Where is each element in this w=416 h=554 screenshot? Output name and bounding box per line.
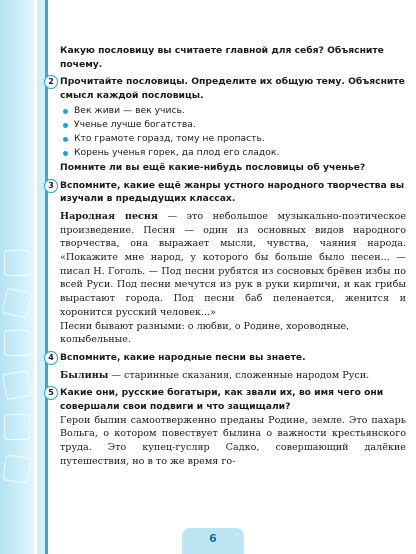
question-text: Вспомните, какие народные песни вы знаете. bbox=[60, 351, 306, 363]
doodle-icon bbox=[4, 250, 30, 276]
question-text: Какие они, русские богатыри, как звали их, во имя чего они совершали свои подвиги и что защищали? bbox=[60, 387, 384, 413]
doodle-icon bbox=[2, 454, 31, 483]
proverb-list bbox=[60, 104, 406, 160]
intro-text: Какую пословицу вы считаете главной для себя? Объясните почему. bbox=[60, 45, 384, 70]
question-number: 3 bbox=[44, 179, 58, 193]
list-item: Кто грамоте горазд, тому не пропасть. bbox=[60, 132, 406, 146]
question-text: Прочитайте пословицы. Определите их общую тему. Объясните смысл каждой пословицы. bbox=[60, 76, 405, 102]
page-number: 6 bbox=[209, 532, 217, 545]
bullet-icon bbox=[63, 151, 68, 156]
body-text: Герои былин самоотверженно преданы Родине, земле. Это пахарь Вольга, о котором повествует былина о важности крестьянского труда. Это купец-гусляр Садко, совершающий далёкие путешествия, но в то же время го- bbox=[60, 414, 406, 467]
decorative-sidebar bbox=[0, 0, 34, 554]
song-kinds: Песни бывают разными: о любви, о Родине, хороводные, колыбельные. bbox=[60, 320, 350, 346]
doodle-icon bbox=[2, 370, 32, 400]
list-item: Корень ученья горек, да плод его сладок. bbox=[60, 146, 406, 160]
doodle-icon bbox=[4, 330, 30, 356]
question-2 bbox=[48, 75, 406, 102]
page-number-tab bbox=[182, 528, 244, 554]
question-number: 4 bbox=[44, 351, 58, 365]
bullet-icon bbox=[63, 109, 68, 114]
definition-folk-song bbox=[60, 210, 406, 320]
term: Былины bbox=[60, 369, 109, 381]
definition-text: — это небольшое музыкально-поэтическое произведение. Песня — один из основных видов народного творчества, она выражает мысли, чувства, чаяния народа. «Покажите мне народ, у которого бы больше было песен... — писал Н. Гоголь. — Под песни рубятся из сосновых брёвен избы по всей Руси. Под песни мечутся из рук в руки кирпичи, и как грибы вырастают города. Под песни баб пеленается, женится и хоронится русский человек...» bbox=[60, 210, 406, 318]
doodle-icon bbox=[2, 288, 33, 319]
question-5 bbox=[48, 386, 406, 413]
page-text bbox=[48, 44, 406, 469]
question-2-followup: Помните ли вы ещё какие-нибудь пословицы об ученье? bbox=[60, 161, 366, 173]
bullet-icon bbox=[63, 123, 68, 128]
definition-text: — старинные сказания, сложенные народом Руси. bbox=[108, 369, 370, 381]
doodle-icon bbox=[4, 414, 30, 440]
list-item: Ученье лучше богатства. bbox=[60, 118, 406, 132]
question-number: 2 bbox=[44, 75, 58, 89]
bullet-icon bbox=[63, 137, 68, 142]
question-number: 5 bbox=[44, 386, 58, 400]
definition-bylina bbox=[60, 369, 406, 383]
question-3 bbox=[48, 179, 406, 206]
question-text: Вспомните, какие ещё жанры устного народного творчества вы изучали в предыдущих классах. bbox=[60, 179, 405, 205]
question-4 bbox=[48, 351, 406, 365]
term: Народная песня bbox=[60, 210, 159, 222]
list-item: Век живи — век учись. bbox=[60, 104, 406, 118]
